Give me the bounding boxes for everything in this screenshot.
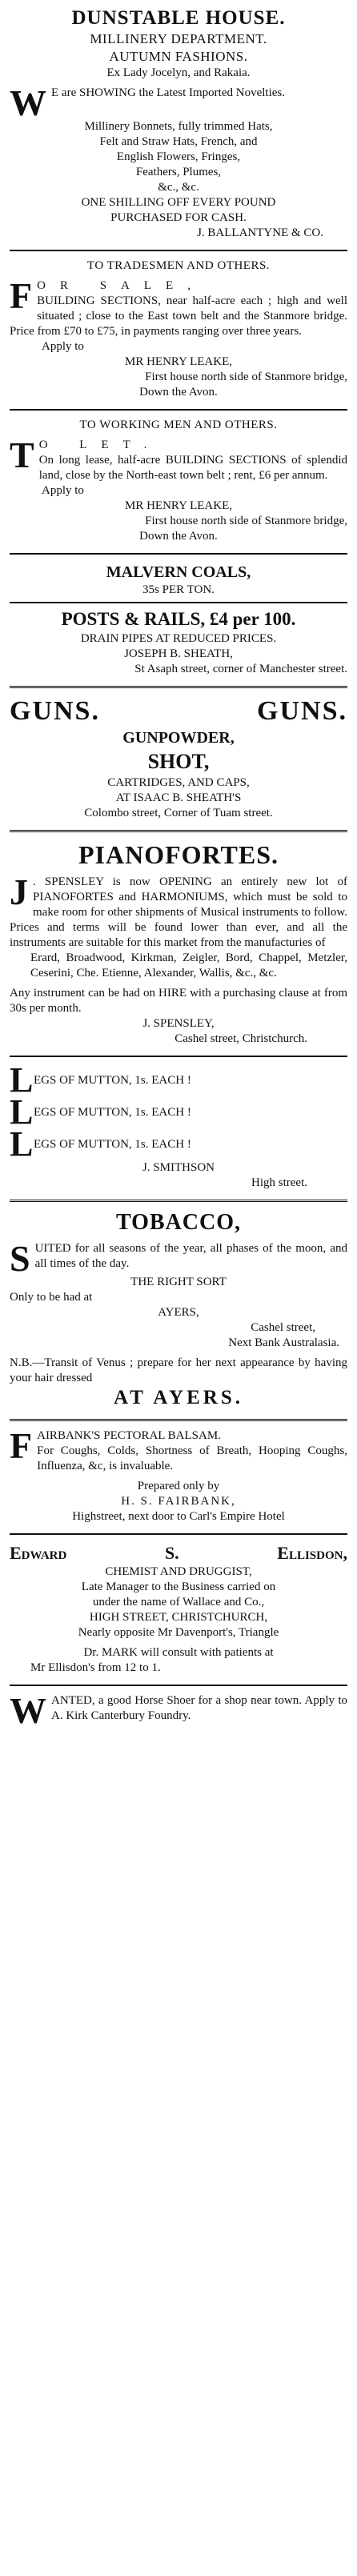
pianofortes-ad	[10, 836, 347, 1052]
pianofortes-hire: Any instrument can be had on HIRE with a purchasing clause at from 30s per month.	[10, 987, 347, 1015]
wanted-text-block	[10, 1690, 347, 1731]
leake-sale-text	[10, 275, 347, 339]
guns-address: Colombo street, Corner of Tuam street.	[84, 807, 273, 819]
dunstable-title: DUNSTABLE HOUSE.	[71, 7, 286, 29]
leake-let-ad	[10, 415, 347, 549]
sheath-coal-ad	[10, 559, 347, 682]
wanted-ad	[10, 1690, 347, 1732]
dunstable-ships: Ex Lady Jocelyn, and Rakaia.	[106, 66, 251, 79]
mutton-initial-2: L	[10, 1092, 34, 1132]
ellisdon-name-left: Edward	[10, 1543, 67, 1563]
tobacco-street: Cashel street,	[251, 1321, 315, 1334]
ellisdon-trade: CHEMIST AND DRUGGIST,	[105, 1565, 252, 1578]
fairbank-prepared: Prepared only by	[137, 1480, 220, 1492]
leake-let-text	[10, 435, 347, 483]
divider	[10, 1533, 347, 1535]
coal-address: St Asaph street, corner of Manchester street.	[134, 663, 347, 675]
dunstable-dept: MILLINERY DEPARTMENT.	[90, 31, 267, 46]
leake-sale-name: MR HENRY LEAKE,	[124, 355, 233, 368]
pianofortes-title: PIANOFORTES.	[78, 840, 279, 869]
guns-at: AT ISAAC B. SHEATH'S	[115, 791, 242, 804]
wanted-drop-cap: W	[10, 1690, 46, 1731]
tobacco-lead-text: UITED for all seasons of the year, all phases of the moon, and all times of the day.	[34, 1242, 347, 1270]
divider	[10, 553, 347, 555]
drain-pipes: DRAIN PIPES AT REDUCED PRICES.	[80, 632, 277, 645]
mutton-line-1: EGS OF MUTTON, 1s. EACH !	[34, 1073, 191, 1087]
fairbank-text: For Coughs, Colds, Shortness of Breath, Hooping Coughs, Influenza, &c, is invaluable.	[37, 1444, 347, 1472]
divider	[10, 250, 347, 251]
pianofortes-address: Cashel street, Christchurch.	[174, 1032, 307, 1045]
leake-sale-title: OR SALE,	[37, 279, 205, 292]
ellisdon-name-mid: S.	[164, 1543, 179, 1563]
fairbank-lead	[10, 1425, 347, 1474]
posts-rails: POSTS & RAILS, £4 per 100.	[61, 609, 296, 629]
gunpowder: GUNPOWDER,	[122, 729, 235, 747]
guns-heading	[10, 695, 347, 727]
pianofortes-drop-cap: J	[10, 871, 28, 912]
leake-sale-heading: TO TRADESMEN AND OTHERS.	[86, 259, 271, 272]
fairbank-ad	[10, 1425, 347, 1529]
tobacco-only: Only to be had at	[10, 1291, 93, 1304]
dunstable-body3: English Flowers, Fringes,	[116, 150, 241, 163]
dunstable-season: AUTUMN FASHIONS.	[109, 49, 248, 64]
mutton-row-1	[10, 1060, 347, 1100]
fairbank-name: H. S. FAIRBANK,	[121, 1495, 236, 1508]
leake-let-body: On long lease, half-acre BUILDING SECTIONS of splendid land, close by the North-east town belt ; rent, £6 per annum.	[38, 454, 347, 482]
dunstable-offer2: PURCHASED FOR CASH.	[110, 211, 247, 224]
dunstable-body5: &c., &c.	[158, 181, 199, 194]
mutton-line-2: EGS OF MUTTON, 1s. EACH !	[34, 1105, 191, 1119]
tobacco-at-ayers: AT AYERS.	[114, 1387, 243, 1408]
sheath-guns-ad	[10, 692, 347, 826]
ellisdon-line2: under the name of Wallace and Co.,	[92, 1596, 265, 1608]
divider	[10, 1685, 347, 1686]
guns-right: GUNS.	[257, 696, 347, 726]
divider	[10, 602, 347, 603]
tobacco-title: TOBACCO,	[115, 1210, 242, 1235]
coal-price: 35s PER TON.	[142, 583, 215, 596]
divider	[10, 409, 347, 411]
dunstable-lead: E are SHOWING the Latest Imported Novelties.	[51, 86, 285, 99]
shot: SHOT,	[147, 750, 210, 773]
coal-name: JOSEPH B. SHEATH,	[124, 647, 233, 660]
leake-sale-apply: Apply to	[42, 340, 84, 353]
dunstable-body4: Feathers, Plumes,	[135, 166, 222, 178]
mutton-ad	[10, 1061, 347, 1196]
mutton-line-3: EGS OF MUTTON, 1s. EACH !	[34, 1137, 191, 1151]
leake-sale-address: First house north side of Stanmore bridge,	[145, 371, 347, 383]
tobacco-drop-cap: S	[10, 1238, 30, 1279]
tobacco-bank: Next Bank Australasia.	[228, 1336, 339, 1349]
dunstable-offer1: ONE SHILLING OFF EVERY POUND	[81, 196, 276, 209]
dunstable-body2: Felt and Straw Hats, French, and	[99, 135, 258, 148]
cartridges: CARTRIDGES, AND CAPS,	[107, 776, 250, 789]
dunstable-body1: Millinery Bonnets, fully trimmed Hats,	[84, 120, 273, 133]
dunstable-drop-cap: W	[10, 82, 46, 123]
mutton-row-3	[10, 1124, 347, 1164]
mutton-initial-1: L	[10, 1060, 34, 1100]
ellisdon-line3: HIGH STREET, CHRISTCHURCH,	[89, 1611, 268, 1624]
wanted-text: ANTED, a good Horse Shoer for a shop near town. Apply to A. Kirk Canterbury Foundry.	[51, 1694, 347, 1722]
dunstable-house-ad	[10, 3, 347, 246]
guns-left: GUNS.	[10, 696, 100, 726]
mutton-row-2	[10, 1092, 347, 1132]
tobacco-nb: N.B.—Transit of Venus ; prepare for her next appearance by having your hair dressed	[10, 1356, 347, 1384]
divider	[10, 1056, 347, 1057]
ellisdon-name	[10, 1542, 347, 1564]
tobacco-name: AYERS,	[158, 1306, 199, 1319]
leake-let-address: First house north side of Stanmore bridge,	[145, 515, 347, 527]
pianofortes-lead	[10, 871, 347, 951]
ellisdon-line4: Nearly opposite Mr Davenport's, Triangle	[78, 1626, 279, 1639]
pianofortes-makers: Erard, Broadwood, Kirkman, Zeigler, Bord, Chappel, Metzler, Ceserini, Che. Etienne, Alexander, Wallis, &c., &c.	[30, 951, 347, 980]
ellisdon-name-right: Ellisdon,	[277, 1543, 347, 1563]
leake-let-place: Down the Avon.	[139, 530, 218, 543]
leake-sale-ad	[10, 255, 347, 405]
coal-title: MALVERN COALS,	[106, 563, 251, 581]
divider	[10, 1200, 347, 1202]
dunstable-novelties	[10, 82, 347, 123]
tobacco-ad	[10, 1206, 347, 1415]
fairbank-drop-cap: F	[10, 1425, 33, 1466]
leake-let-apply: Apply to	[42, 484, 84, 497]
ellisdon-mark1: Dr. MARK will consult with patients at	[83, 1646, 274, 1659]
tobacco-lead	[10, 1238, 347, 1279]
divider	[10, 1419, 347, 1421]
leake-let-heading: TO WORKING MEN AND OTHERS.	[79, 419, 278, 431]
dunstable-sign: J. BALLANTYNE & CO.	[197, 226, 323, 239]
leake-sale-drop-cap: F	[10, 275, 33, 316]
ellisdon-ad	[10, 1539, 347, 1681]
fairbank-title: AIRBANK'S PECTORAL BALSAM.	[37, 1429, 221, 1442]
mutton-initial-3: L	[10, 1124, 34, 1164]
ellisdon-mark2: Mr Ellisdon's from 12 to 1.	[30, 1661, 161, 1674]
leake-sale-place: Down the Avon.	[139, 386, 218, 399]
leake-let-title: O LET.	[38, 439, 162, 451]
ellisdon-line1: Late Manager to the Business carried on	[81, 1580, 276, 1593]
leake-sale-body: BUILDING SECTIONS, near half-acre each ; high and well situated ; close to the East town belt and the Stanmore bridge. Price from £70 to £75, in payments ranging over three years.	[10, 294, 347, 338]
mutton-address: High street.	[251, 1176, 307, 1189]
leake-let-name: MR HENRY LEAKE,	[124, 499, 233, 512]
tobacco-sort: THE RIGHT SORT	[130, 1276, 227, 1288]
leake-let-drop-cap: T	[10, 435, 34, 475]
divider	[10, 686, 347, 688]
mutton-name: J. SMITHSON	[142, 1161, 215, 1174]
pianofortes-name: J. SPENSLEY,	[142, 1017, 215, 1030]
divider	[10, 830, 347, 832]
pianofortes-lead-text: . SPENSLEY is now OPENING an entirely new lot of PIANOFORTES and HARMONIUMS, which must be sold to make room for other shipments of Musical instruments to follow. Prices and terms will be found lower than ever, and all the instruments are suitable for this market from the manufacturies of	[10, 875, 347, 949]
fairbank-address: Highstreet, next door to Carl's Empire Hotel	[72, 1510, 285, 1523]
